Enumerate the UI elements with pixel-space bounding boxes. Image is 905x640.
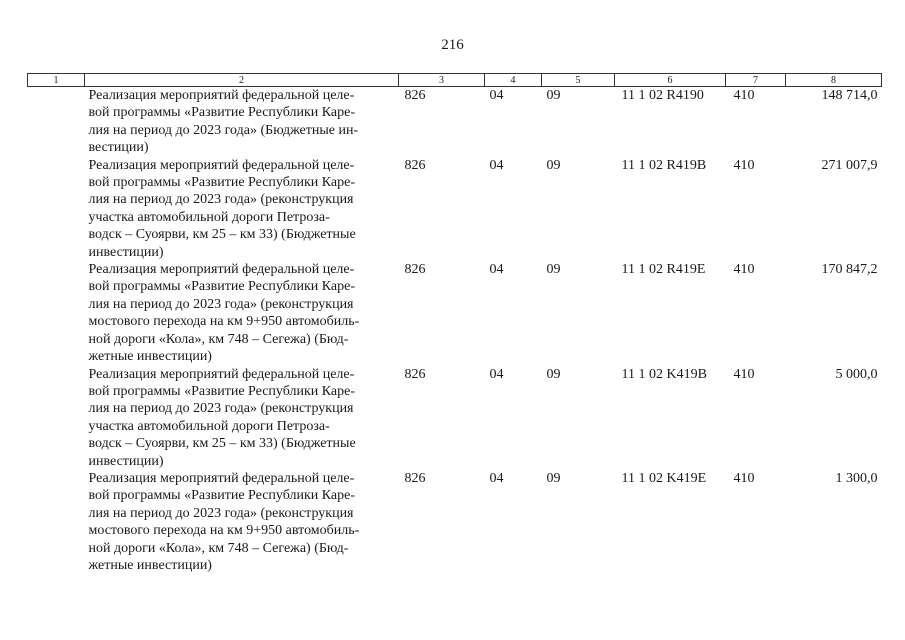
- expense-name-line: ной дороги «Кола», км 748 – Сегежа) (Бюд-: [88, 331, 349, 347]
- section-code-cell: 04: [489, 157, 504, 173]
- ministry-code-cell: 826: [404, 88, 426, 103]
- expense-name-line: вой программы «Развитие Республики Каре-: [88, 105, 356, 121]
- ministry-code-cell: 826: [404, 366, 426, 382]
- expense-name-line: жетные инвестиции): [88, 557, 212, 573]
- expense-name-line: участка автомобильной дороги Петроза-: [88, 418, 330, 434]
- expense-name-cell: [85, 261, 399, 365]
- expense-name-line: вой программы «Развитие Республики Каре-: [88, 383, 356, 399]
- budget-table: [27, 73, 882, 574]
- table-row: [28, 366, 882, 470]
- subsection-code-cell: 09: [546, 157, 561, 173]
- expense-name-line: инвестиции): [88, 453, 164, 469]
- row-number-cell: [28, 470, 85, 574]
- expense-name-line: лия на период до 2023 года» (реконструкция: [88, 192, 354, 208]
- expense-name-line: лия на период до 2023 года» (реконструкция: [88, 401, 354, 417]
- expense-type-cell: 410: [733, 366, 755, 382]
- target-article-cell: 11 1 02 R419Е: [621, 262, 706, 278]
- amount-cell: 271 007,9: [821, 157, 878, 173]
- expense-type-cell: 410: [733, 262, 755, 278]
- ministry-code-cell: 826: [404, 470, 426, 486]
- section-code-cell: 04: [489, 262, 504, 278]
- row-number-cell: [28, 366, 85, 470]
- section-code-cell: 04: [489, 88, 504, 103]
- expense-name-line: вестиции): [88, 140, 149, 156]
- expense-name-line: инвестиции): [88, 244, 164, 260]
- section-code-cell: 04: [489, 366, 504, 382]
- page-number: 216: [441, 37, 464, 53]
- expense-name-cell: [85, 366, 399, 470]
- column-header-5: 5: [542, 74, 615, 87]
- expense-name-cell: [85, 87, 399, 157]
- expense-name-line: лия на период до 2023 года» (реконструкция: [88, 296, 354, 312]
- expense-name-line: лия на период до 2023 года» (Бюджетные ин-: [88, 122, 359, 138]
- subsection-code-cell: 09: [546, 88, 561, 103]
- expense-name-line: вой программы «Развитие Республики Каре-: [88, 488, 356, 504]
- target-article-cell: 11 1 02 R4190: [621, 88, 704, 103]
- expense-name-line: вой программы «Развитие Республики Каре-: [88, 175, 356, 191]
- expense-name-line: жетные инвестиции): [88, 349, 212, 365]
- expense-name-line: Реализация мероприятий федеральной целе-: [88, 88, 355, 103]
- table-row: [28, 157, 882, 261]
- section-code-cell: 04: [489, 470, 504, 486]
- amount-cell: 1 300,0: [835, 470, 878, 486]
- expense-name-line: водск – Суоярви, км 25 – км 33) (Бюджетные: [88, 227, 356, 243]
- table-row: [28, 87, 882, 157]
- expense-name-line: мостового перехода на км 9+950 автомобиль-: [88, 523, 360, 539]
- column-header-6: 6: [615, 74, 726, 87]
- column-header-1: 1: [28, 74, 85, 87]
- expense-name-line: вой программы «Развитие Республики Каре-: [88, 279, 356, 295]
- amount-cell: 5 000,0: [835, 366, 878, 382]
- expense-type-cell: 410: [733, 470, 755, 486]
- expense-name-line: водск – Суоярви, км 25 – км 33) (Бюджетные: [88, 436, 356, 452]
- expense-name-line: участка автомобильной дороги Петроза-: [88, 209, 330, 225]
- expense-name-cell: [85, 157, 399, 261]
- subsection-code-cell: 09: [546, 262, 561, 278]
- expense-name-line: Реализация мероприятий федеральной целе-: [88, 366, 355, 382]
- row-number-cell: [28, 261, 85, 365]
- expense-name-cell: [85, 470, 399, 574]
- expense-type-cell: 410: [733, 157, 755, 173]
- table-row: [28, 470, 882, 574]
- row-number-cell: [28, 87, 85, 157]
- subsection-code-cell: 09: [546, 470, 561, 486]
- amount-cell: 148 714,0: [821, 88, 878, 103]
- ministry-code-cell: 826: [404, 157, 426, 173]
- expense-name-line: ной дороги «Кола», км 748 – Сегежа) (Бюд-: [88, 540, 349, 556]
- column-header-3: 3: [399, 74, 485, 87]
- column-header-4: 4: [485, 74, 542, 87]
- expense-name-line: Реализация мероприятий федеральной целе-: [88, 157, 355, 173]
- expense-name-line: лия на период до 2023 года» (реконструкция: [88, 505, 354, 521]
- subsection-code-cell: 09: [546, 366, 561, 382]
- column-header-2: 2: [85, 74, 399, 87]
- amount-cell: 170 847,2: [821, 262, 878, 278]
- table-row: [28, 261, 882, 365]
- expense-name-line: Реализация мероприятий федеральной целе-: [88, 262, 355, 278]
- column-header-8: 8: [786, 74, 882, 87]
- target-article-cell: 11 1 02 K419Е: [621, 470, 707, 486]
- column-number-header: [28, 74, 882, 87]
- expense-name-line: Реализация мероприятий федеральной целе-: [88, 470, 355, 486]
- target-article-cell: 11 1 02 R419В: [621, 157, 707, 173]
- expense-type-cell: 410: [733, 88, 755, 103]
- row-number-cell: [28, 157, 85, 261]
- target-article-cell: 11 1 02 K419В: [621, 366, 707, 382]
- column-header-7: 7: [726, 74, 786, 87]
- ministry-code-cell: 826: [404, 262, 426, 278]
- expense-name-line: мостового перехода на км 9+950 автомобиль-: [88, 314, 360, 330]
